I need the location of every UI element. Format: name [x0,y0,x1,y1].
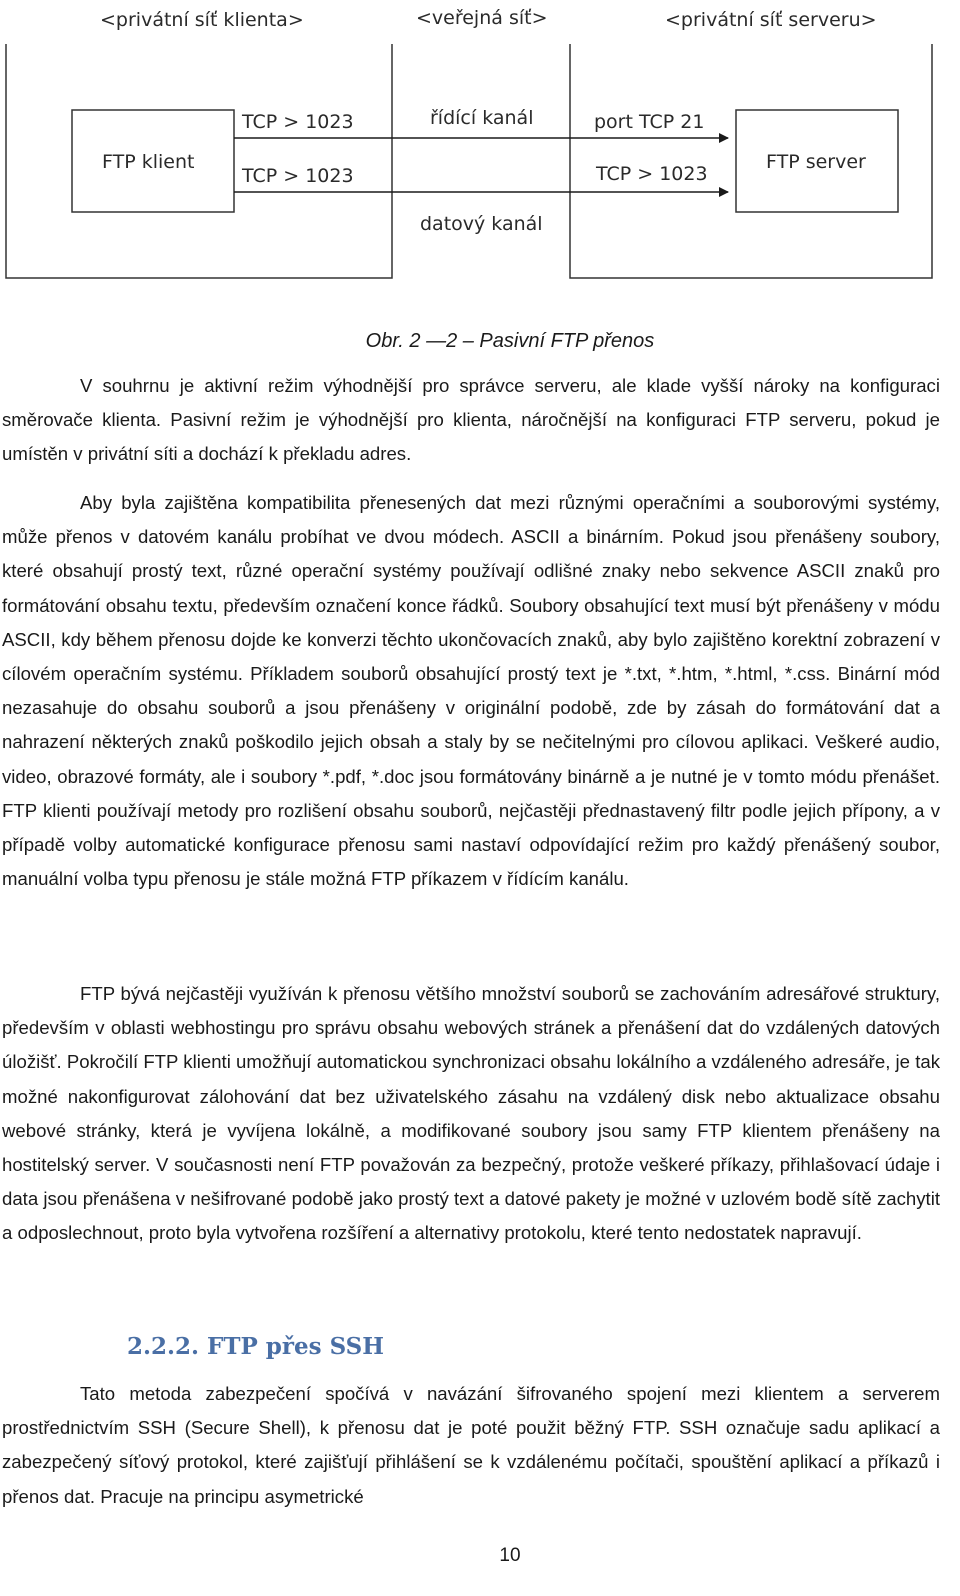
client-network-box [6,44,392,278]
data-channel-label: datový kanál [420,213,543,235]
paragraph-ssh-block [2,1377,940,1514]
paragraph-summary: V souhrnu je aktivní režim výhodnější pro správce serveru, ale klade vyšší nároky na konfiguraci směrovače klienta. Pasivní režim je výhodnější pro klienta, náročnější na konfiguraci FTP serveru, pokud je umístěn v privátní síti a dochází k překladu adres. [2,375,940,465]
client-data-port-label: TCP > 1023 [242,165,354,187]
paragraph-transfer-modes-block [2,486,940,896]
zone-client-label: <privátní síť klienta> [100,9,304,31]
figure-caption: Obr. 2 —2 – Pasivní FTP přenos [365,330,655,352]
paragraph-summary-block [2,369,940,472]
control-channel-label: řídící kanál [430,107,534,129]
paragraph-ftp-usage: FTP bývá nejčastěji využíván k přenosu většího množství souborů se zachováním adresářové struktury, především v oblasti webhostingu pro správu obsahu webových stránek a přenášení dat do vzdálených datových úložišť. Pokročilí FTP klienti umožňují automatickou synchronizaci obsahu lokálního a vzdáleného adresáře, je tak možné nakonfigurovat zálohování dat bez uživatelského zásahu na vzdálený disk nebo aktualizace obsahu webové stránky, která je vyvíjena lokálně, a modifikované soubory jsou samy FTP klientem přenášeny na hostitelský server. V současnosti není FTP považován za bezpečný, protože veškeré příkazy, přihlašovací údaje i data jsou přenášena v nešifrované podobě jako prostý text a datové pakety je možné v uzlovém bodě sítě zachytit a odposlechnout, proto byla vytvořena rozšíření a alternativy protokolu, které tento nedostatek napravují. [2,983,940,1244]
paragraph-ftp-usage-block [2,977,940,1251]
section-heading: 2.2.2. FTP přes SSH [127,1333,385,1360]
ftp-server-label: FTP server [766,151,866,173]
zone-public-label: <veřejná síť> [416,7,548,29]
zone-server-label: <privátní síť serveru> [665,9,877,31]
page-number: 10 [499,1545,521,1566]
client-control-port-label: TCP > 1023 [242,111,354,133]
ftp-client-label: FTP klient [102,151,195,173]
server-network-box [570,44,932,278]
server-data-port-label: TCP > 1023 [596,163,708,185]
passive-ftp-diagram [0,0,960,300]
paragraph-ssh: Tato metoda zabezpečení spočívá v navázání šifrovaného spojení mezi klientem a serverem prostřednictvím SSH (Secure Shell), k přenosu dat je poté použit běžný FTP. SSH označuje sadu aplikací a zabezpečený síťový protokol, které zajišťují přihlášení se k vzdálenému počítači, spouštění aplikací a příkazů i přenos dat. Pracuje na principu asymetrické [2,1383,940,1507]
paragraph-transfer-modes: Aby byla zajištěna kompatibilita přenesených dat mezi různými operačními a souborovými systémy, může přenos v datovém kanálu probíhat ve dvou módech. ASCII a binárním. Pokud jsou přenášeny soubory, které obsahují prostý text, různé operační systémy používají odlišné znaky nebo sekvence ASCII znaků pro formátování obsahu textu, především označení konce řádků. Soubory obsahující text musí být přenášeny v módu ASCII, kdy během přenosu dojde ke konverzi těchto ukončovacích znaků, aby bylo zajištěno korektní zobrazení v cílovém operačním systému. Příkladem souborů obsahující prostý text je *.txt, *.htm, *.html, *.css. Binární mód nezasahuje do obsahu souborů a jsou přenášeny v originální podobě, zde by zásah do formátování dat a nahrazení některých znaků poškodilo jejich obsah a staly by se nečitelnými pro cílovou aplikaci. Veškeré audio, video, obrazové formáty, ale i soubory *.pdf, *.doc jsou formátovány binárně a je nutné je v tomto módu přenášet. FTP klienti používají metody pro rozlišení obsahu souborů, nejčastěji přednastavený filtr podle jejich přípony, a v případě volby automatické konfigurace přenosu sami nastaví odpovídající režim pro každý přenášený soubor, manuální volba typu přenosu je stále možná FTP příkazem v řídícím kanálu. [2,492,940,890]
server-control-port-label: port TCP 21 [594,111,705,133]
